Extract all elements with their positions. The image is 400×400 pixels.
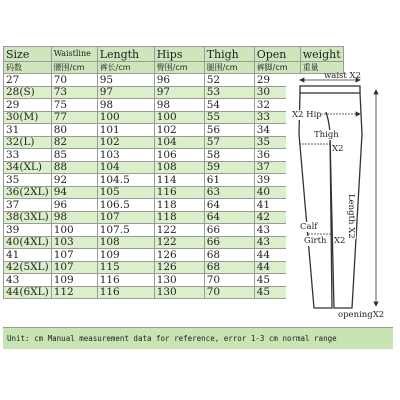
table-cell: 41 [4, 249, 52, 262]
table-cell: 96 [51, 199, 97, 212]
table-cell: 112 [51, 286, 97, 299]
column-subheader: 腰围/cm [51, 62, 97, 74]
table-cell: 32 [254, 99, 300, 112]
table-cell: 82 [51, 136, 97, 149]
table-cell: 92 [51, 174, 97, 187]
table-cell: 56 [204, 124, 254, 137]
column-subheader: 腿围/cm [204, 62, 254, 74]
table-cell: 44 [254, 249, 300, 262]
table-cell: 27 [4, 74, 52, 87]
table-cell: 106 [154, 149, 204, 162]
table-cell: 63 [204, 186, 254, 199]
column-subheader: 重量 [300, 62, 343, 74]
table-cell: 55 [204, 111, 254, 124]
column-header: Open [254, 47, 300, 62]
table-cell: 31 [4, 124, 52, 137]
diagram-label-waist: waist X2 [324, 71, 362, 81]
table-cell: 37 [254, 161, 300, 174]
table-cell: 52 [204, 74, 254, 87]
table-cell: 104.5 [97, 174, 154, 187]
table-cell: 118 [154, 199, 204, 212]
table-cell: 32(L) [4, 136, 52, 149]
table-cell: 39 [254, 174, 300, 187]
table-cell: 102 [97, 136, 154, 149]
column-header: Hips [154, 47, 204, 62]
table-cell: 53 [204, 86, 254, 99]
table-cell: 98 [97, 99, 154, 112]
table-cell: 34(XL) [4, 161, 52, 174]
table-subheader-row [4, 62, 344, 74]
footer-text: Unit: cm Manual measurement data for reference, error 1-3 cm normal range [7, 334, 337, 343]
table-cell: 109 [97, 249, 154, 262]
table-cell: 34 [254, 124, 300, 137]
table-cell: 29 [254, 74, 300, 87]
table-cell: 37 [4, 199, 52, 212]
diagram-label-calf: Calf [300, 222, 318, 232]
column-subheader: 裤长/cm [97, 62, 154, 74]
table-cell: 116 [97, 286, 154, 299]
diagram-label-girth-x2: X2 [334, 236, 346, 246]
table-cell: 42 [254, 211, 300, 224]
table-cell: 97 [154, 86, 204, 99]
table-cell: 116 [154, 186, 204, 199]
table-cell: 118 [154, 211, 204, 224]
table-cell: 44(6XL) [4, 286, 52, 299]
table-cell: 95 [97, 74, 154, 87]
table-cell: 108 [97, 236, 154, 249]
table-cell: 130 [154, 274, 204, 287]
table-cell: 122 [154, 224, 204, 237]
table-cell: 104 [97, 161, 154, 174]
table-cell: 66 [204, 224, 254, 237]
table-cell: 57 [204, 136, 254, 149]
table-cell: 40 [254, 186, 300, 199]
table-cell: 38(3XL) [4, 211, 52, 224]
table-cell: 28(S) [4, 86, 52, 99]
table-cell: 107 [97, 211, 154, 224]
table-cell: 107 [51, 249, 97, 262]
table-cell: 29 [4, 99, 52, 112]
table-cell: 58 [204, 149, 254, 162]
table-cell: 30 [254, 86, 300, 99]
table-cell: 107.5 [97, 224, 154, 237]
table-cell: 35 [4, 174, 52, 187]
table-cell: 85 [51, 149, 97, 162]
table-cell: 109 [51, 274, 97, 287]
table-cell: 102 [154, 124, 204, 137]
table-cell: 36 [254, 149, 300, 162]
column-header: Thigh [204, 47, 254, 62]
table-cell: 126 [154, 249, 204, 262]
table-cell: 106.5 [97, 199, 154, 212]
table-cell: 104 [154, 136, 204, 149]
diagram-label-opening: openingX2 [338, 310, 385, 320]
column-header: Length [97, 47, 154, 62]
table-cell: 77 [51, 111, 97, 124]
table-cell: 33 [254, 111, 300, 124]
table-cell: 107 [51, 261, 97, 274]
table-cell: 115 [97, 261, 154, 274]
table-header-row [4, 47, 344, 62]
table-cell: 101 [97, 124, 154, 137]
table-cell: 94 [51, 186, 97, 199]
table-cell: 43 [254, 224, 300, 237]
diagram-label-thigh: Thigh [314, 130, 339, 140]
table-cell: 98 [51, 211, 97, 224]
table-cell: 75 [51, 99, 97, 112]
table-cell: 59 [204, 161, 254, 174]
table-cell: 42(5XL) [4, 261, 52, 274]
table-cell: 45 [254, 286, 300, 299]
table-cell: 96 [154, 74, 204, 87]
table-cell: 30(M) [4, 111, 52, 124]
table-cell: 36(2XL) [4, 186, 52, 199]
table-cell: 108 [154, 161, 204, 174]
diagram-label-length: Length X2 [346, 194, 356, 239]
table-cell: 35 [254, 136, 300, 149]
table-cell: 70 [51, 74, 97, 87]
table-cell: 61 [204, 174, 254, 187]
table-cell: 66 [204, 236, 254, 249]
table-cell: 88 [51, 161, 97, 174]
table-cell: 33 [4, 149, 52, 162]
column-subheader: 裤脚/cm [254, 62, 300, 74]
column-header: Waistline [51, 47, 97, 62]
table-cell: 80 [51, 124, 97, 137]
column-header: Size [4, 47, 52, 62]
table-cell: 98 [154, 99, 204, 112]
diagram-label-girth: Girth [304, 236, 327, 246]
table-cell: 114 [154, 174, 204, 187]
table-cell: 64 [204, 199, 254, 212]
table-cell: 73 [51, 86, 97, 99]
column-subheader: 码数 [4, 62, 52, 74]
table-cell: 100 [97, 111, 154, 124]
table-cell: 70 [204, 274, 254, 287]
table-cell: 39 [4, 224, 52, 237]
pants-diagram [286, 71, 394, 324]
table-cell: 43 [254, 236, 300, 249]
table-cell: 100 [51, 224, 97, 237]
table-cell: 130 [154, 286, 204, 299]
table-cell: 70 [204, 286, 254, 299]
table-cell: 44 [254, 261, 300, 274]
table-cell: 68 [204, 261, 254, 274]
table-cell: 54 [204, 99, 254, 112]
table-cell: 45 [254, 274, 300, 287]
column-header: weight [300, 47, 343, 62]
diagram-label-hip: X2 Hip [292, 110, 322, 120]
table-cell: 100 [154, 111, 204, 124]
table-cell: 40(4XL) [4, 236, 52, 249]
table-cell: 103 [97, 149, 154, 162]
table-cell: 68 [204, 249, 254, 262]
table-cell: 105 [97, 186, 154, 199]
table-cell: 116 [97, 274, 154, 287]
table-cell: 64 [204, 211, 254, 224]
table-cell: 97 [97, 86, 154, 99]
table-cell: 122 [154, 236, 204, 249]
diagram-label-thigh-x2: X2 [332, 144, 344, 154]
footer-note [3, 327, 393, 349]
table-cell: 126 [154, 261, 204, 274]
table-cell: 41 [254, 199, 300, 212]
table-cell: 43 [4, 274, 52, 287]
table-cell: 103 [51, 236, 97, 249]
column-subheader: 臀围/cm [154, 62, 204, 74]
